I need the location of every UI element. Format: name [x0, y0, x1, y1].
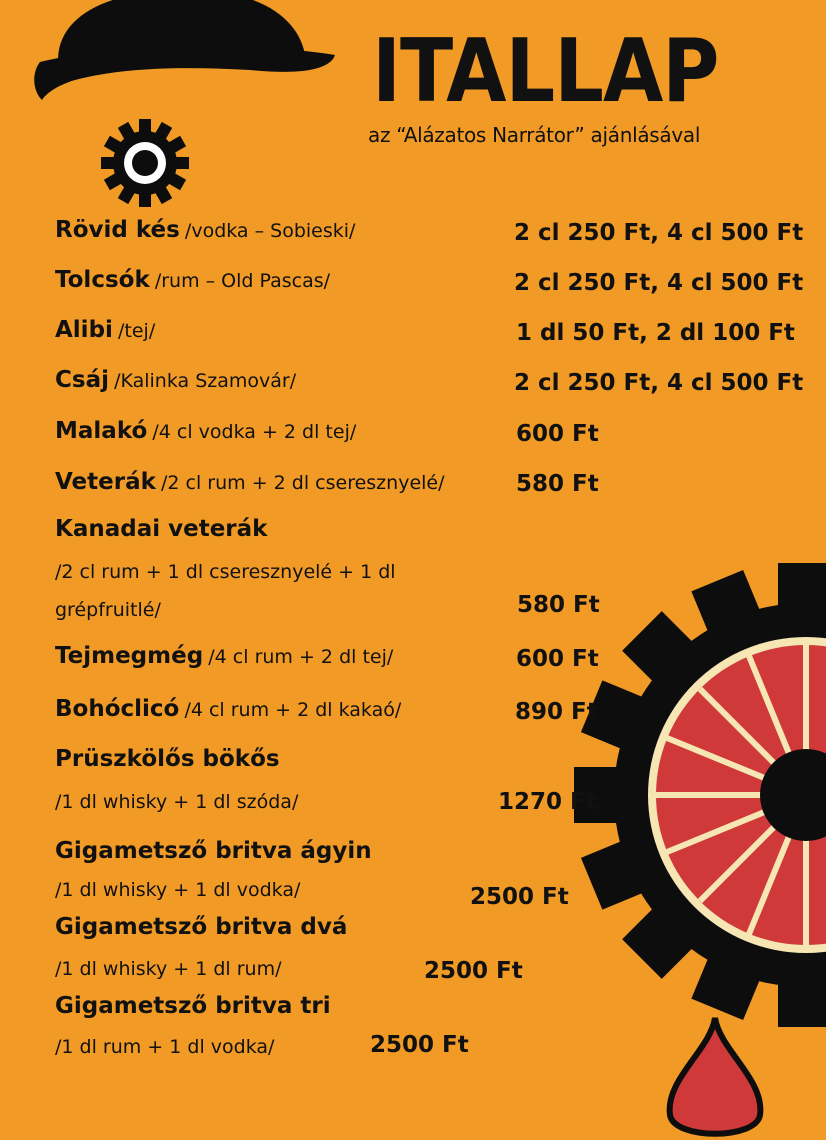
menu-item — [55, 643, 393, 669]
item-name: Gigametsző britva dvá — [55, 914, 348, 940]
item-price: 2500 Ft — [370, 1032, 469, 1058]
item-name: Bohóclicó — [55, 696, 180, 722]
menu-item — [55, 217, 355, 243]
item-description: /1 dl whisky + 1 dl rum/ — [55, 958, 282, 980]
menu-item — [55, 993, 331, 1019]
item-price: 600 Ft — [516, 421, 599, 447]
red-drop-icon — [660, 1010, 770, 1140]
item-price: 2 cl 250 Ft, 4 cl 500 Ft — [514, 220, 804, 246]
item-price: 580 Ft — [517, 592, 600, 618]
item-name: Kanadai veterák — [55, 516, 268, 542]
item-price: 2500 Ft — [424, 958, 523, 984]
menu-item — [55, 267, 330, 293]
item-price: 580 Ft — [516, 471, 599, 497]
small-gear-icon — [100, 118, 190, 208]
item-description: /4 cl rum + 2 dl tej/ — [208, 646, 394, 668]
menu-item — [55, 317, 155, 343]
item-name: Alibi — [55, 317, 113, 343]
item-price: 1270 Ft — [498, 789, 597, 815]
item-description: /2 cl rum + 2 dl cseresznyelé/ — [161, 472, 445, 494]
item-description: /Kalinka Szamovár/ — [114, 370, 297, 392]
item-description: /vodka – Sobieski/ — [184, 220, 356, 242]
item-price: 1 dl 50 Ft, 2 dl 100 Ft — [516, 320, 795, 346]
item-description: /1 dl whisky + 1 dl szóda/ — [55, 791, 299, 813]
item-name: Tejmegmég — [55, 643, 204, 669]
menu-item — [55, 914, 347, 940]
item-name: Gigametsző britva ágyin — [55, 838, 372, 864]
item-description: /4 cl vodka + 2 dl tej/ — [152, 421, 357, 443]
item-description: /4 cl rum + 2 dl kakaó/ — [184, 699, 402, 721]
page-title: ITALLAP — [372, 21, 719, 123]
item-price: 2500 Ft — [470, 884, 569, 910]
menu-item — [55, 696, 401, 722]
item-name: Veterák — [55, 469, 156, 495]
item-description: /1 dl whisky + 1 dl vodka/ — [55, 879, 301, 901]
item-price: 600 Ft — [516, 646, 599, 672]
item-price: 890 Ft — [515, 699, 598, 725]
item-description: grépfruitlé/ — [55, 599, 161, 621]
item-description: /1 dl rum + 1 dl vodka/ — [55, 1036, 275, 1058]
menu-item — [55, 838, 372, 864]
item-description: /rum – Old Pascas/ — [154, 270, 331, 292]
menu-item — [55, 746, 280, 772]
page-subtitle: az “Alázatos Narrátor” ajánlásával — [368, 123, 701, 147]
item-description: /2 cl rum + 1 dl cseresznyelé + 1 dl — [55, 561, 396, 583]
item-name: Prüszkölős bökős — [55, 746, 280, 772]
item-name: Malakó — [55, 418, 148, 444]
item-name: Csáj — [55, 367, 109, 393]
menu-item — [55, 469, 445, 495]
menu-item — [55, 418, 356, 444]
item-name: Tolcsók — [55, 267, 150, 293]
menu-item — [55, 516, 267, 542]
item-name: Gigametsző britva tri — [55, 993, 331, 1019]
menu-item — [55, 367, 296, 393]
item-price: 2 cl 250 Ft, 4 cl 500 Ft — [514, 270, 804, 296]
bowler-hat-illustration — [0, 0, 340, 105]
item-price: 2 cl 250 Ft, 4 cl 500 Ft — [514, 370, 804, 396]
item-description: /tej/ — [118, 320, 156, 342]
big-gear-icon — [560, 560, 826, 1030]
item-name: Rövid kés — [55, 217, 180, 243]
